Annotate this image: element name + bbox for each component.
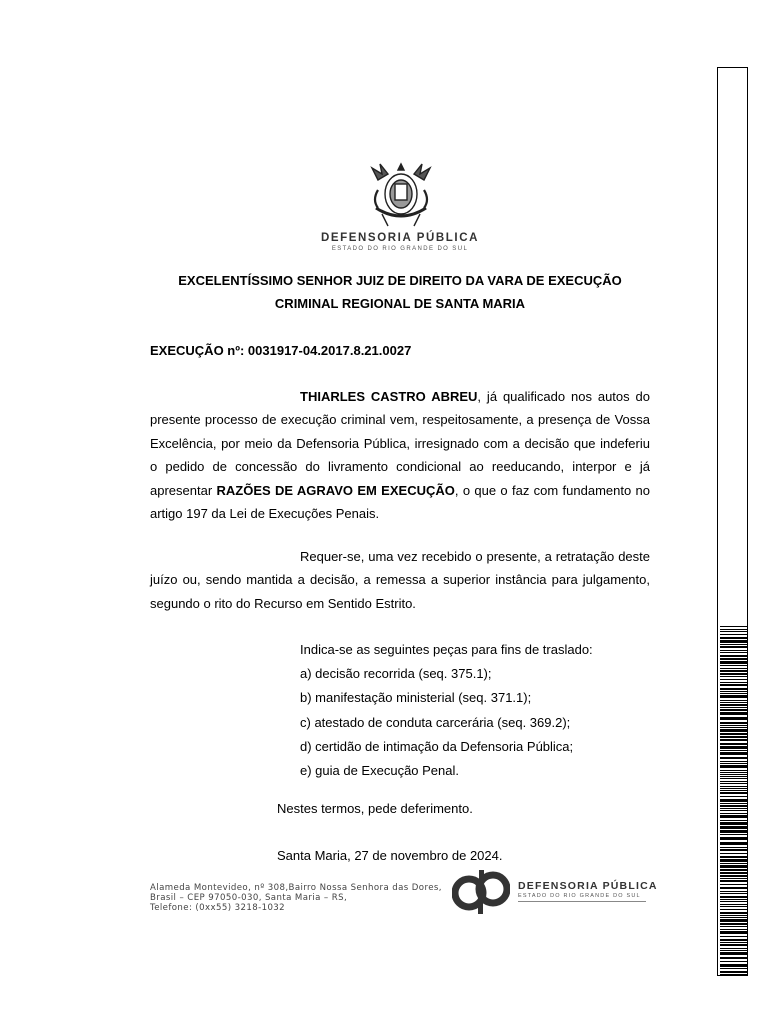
execution-number: EXECUÇÃO nº: 0031917-04.2017.8.21.0027 — [150, 343, 412, 358]
list-item: b) manifestação ministerial (seq. 371.1); — [300, 690, 532, 706]
footer-divider — [518, 901, 646, 902]
pieces-intro: Indica-se as seguintes peças para fins de traslado: — [300, 642, 593, 657]
list-item: a) decisão recorrida (seq. 375.1); — [300, 666, 492, 682]
addressee-line-2: CRIMINAL REGIONAL DE SANTA MARIA — [274, 296, 526, 311]
list-item: c) atestado de conduta carcerária (seq. 369.2); — [300, 714, 571, 730]
appeal-title: RAZÕES DE AGRAVO EM EXECUÇÃO — [216, 482, 455, 498]
rs-coat-of-arms-icon — [368, 160, 434, 232]
paragraph-text-a: , já qualificado nos autos do presente processo de execução criminal vem, respeitosamente, a presença de Vossa Excelência, por meio da Defensoria Pública, irresignado com a decisão que indeferiu o pedido de concessão do livramento condicional ao reeducando, interpor e já apresentar — [150, 389, 650, 498]
header-subtitle: ESTADO DO RIO GRANDE DO SUL — [331, 246, 469, 252]
paragraph-request: Requer-se, uma vez recebido o presente, a retratação deste juízo ou, sendo mantida a decisão, a remessa a superior instância para julgamento, segundo o rito do Recurso em Sentido Estrito. — [150, 549, 650, 611]
footer-address-line: Brasil – CEP 97050-030, Santa Maria – RS, — [150, 893, 348, 904]
date-line: Santa Maria, 27 de novembro de 2024. — [277, 848, 503, 863]
closing-line: Nestes termos, pede deferimento. — [277, 801, 473, 816]
paragraph-text-c: , o que o faz com fundamento no artigo 197 da Lei de Execuções Penais. — [150, 482, 651, 522]
paragraph-petition — [150, 385, 650, 525]
dp-monogram-icon — [452, 866, 510, 916]
footer-subtitle: ESTADO DO RIO GRANDE DO SUL — [518, 893, 641, 899]
list-item: d) certidão de intimação da Defensoria Pública; — [300, 738, 574, 754]
barcode-icon — [720, 626, 747, 975]
footer-institution: DEFENSORIA PÚBLICA — [518, 880, 658, 892]
footer-address-line: Telefone: (0xx55) 3218-1032 — [150, 903, 286, 914]
addressee-line-1: EXCELENTÍSSIMO SENHOR JUIZ DE DIREITO DA VARA DE EXECUÇÃO — [178, 273, 622, 288]
footer-address-line: Alameda Montevideo, nº 308,Bairro Nossa Senhora das Dores, — [150, 883, 442, 893]
footer-address — [150, 883, 442, 914]
header-institution: DEFENSORIA PÚBLICA — [320, 232, 480, 244]
list-item: e) guia de Execução Penal. — [300, 763, 459, 779]
pieces-list — [300, 638, 593, 783]
petitioner-name: THIARLES CASTRO ABREU — [300, 389, 478, 404]
